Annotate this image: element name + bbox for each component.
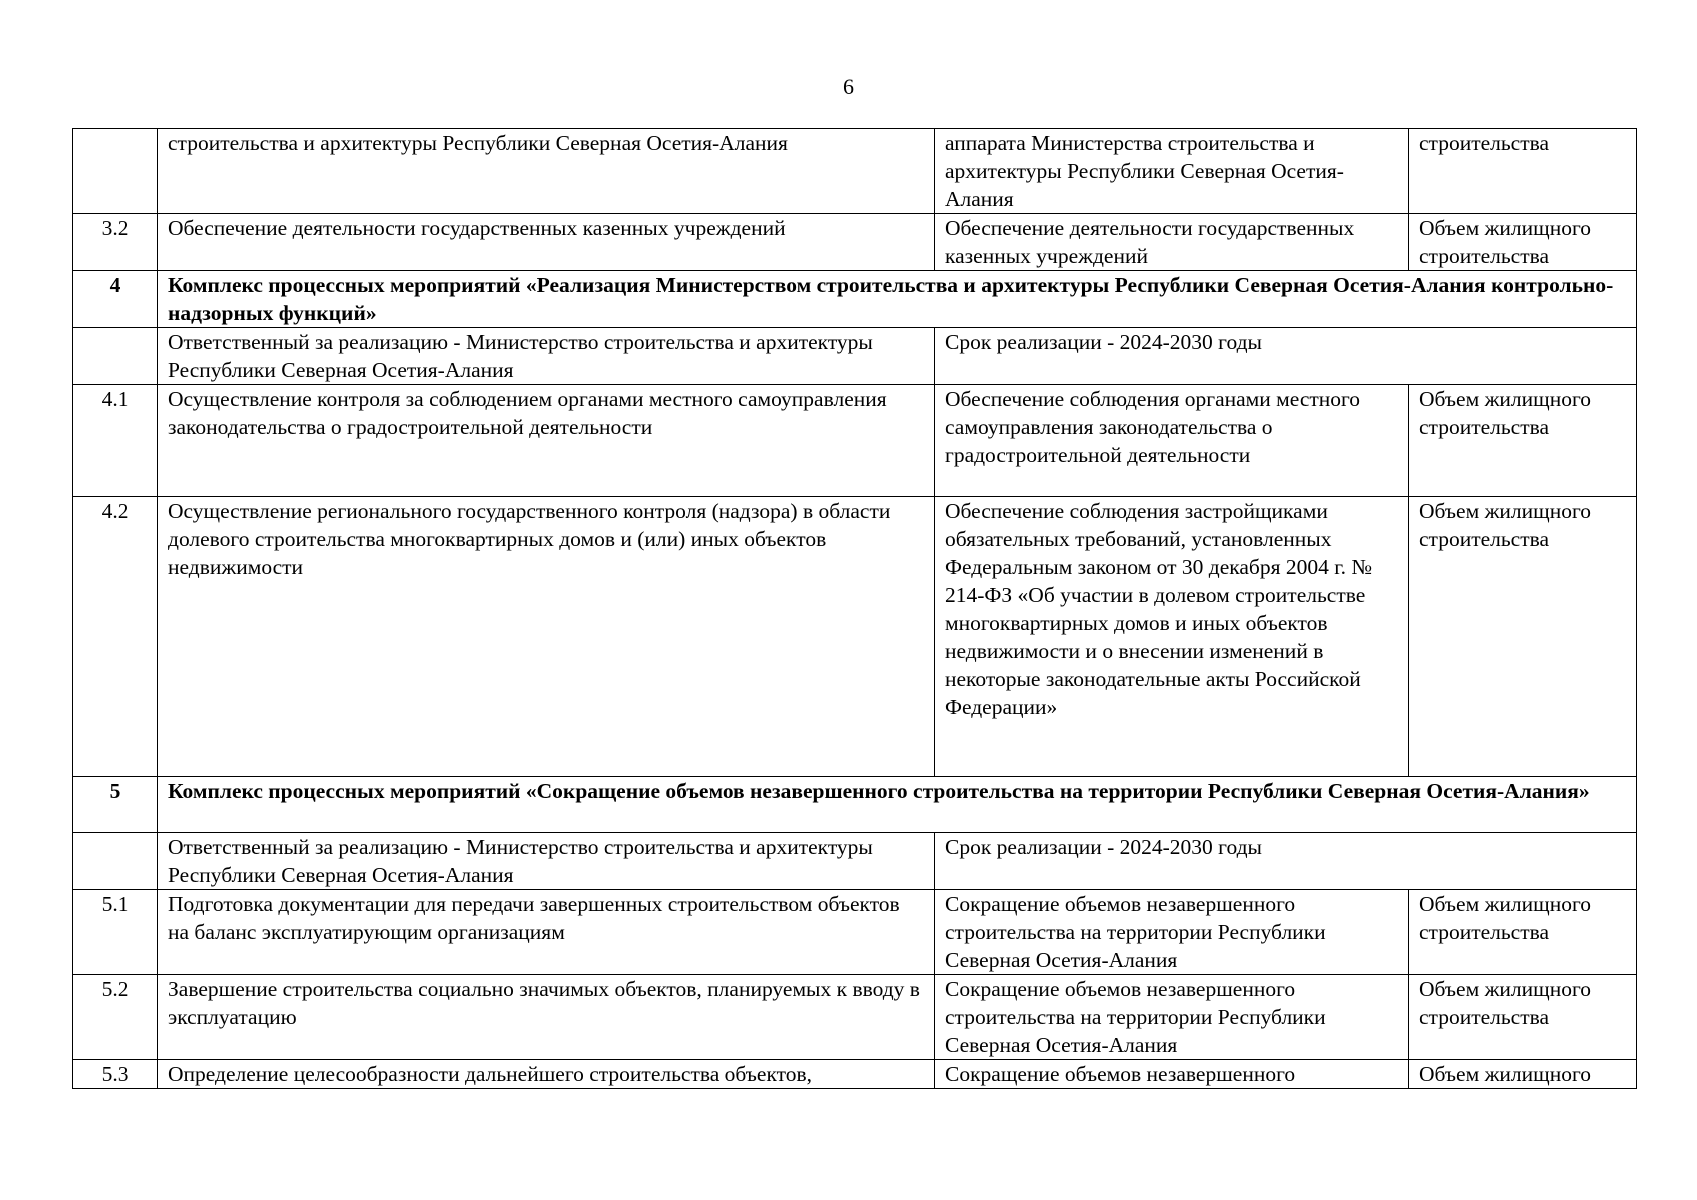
effect-cell: аппарата Министерства строительства и архитектуры Республики Северная Осетия-Алания — [935, 129, 1409, 214]
task-cell: Определение целесообразности дальнейшего строительства объектов, — [158, 1060, 935, 1089]
effect-cell: Сокращение объемов незавершенного строительства на территории Республики Северная Осетия-Алания — [935, 890, 1409, 975]
table-row — [73, 497, 1637, 777]
section-number: 4 — [73, 271, 158, 328]
effect-cell: Обеспечение деятельности государственных казенных учреждений — [935, 214, 1409, 271]
term-cell: Срок реализации - 2024-2030 годы — [935, 833, 1637, 890]
table-row — [73, 975, 1637, 1060]
indicator-cell: Объем жилищного строительства — [1409, 214, 1637, 271]
table-row — [73, 385, 1637, 497]
section-row — [73, 777, 1637, 833]
indicator-cell: строительства — [1409, 129, 1637, 214]
section-title: Комплекс процессных мероприятий «Сокращение объемов незавершенного строительства на территории Республики Северная Осетия-Алания» — [158, 777, 1637, 833]
measures-table — [72, 128, 1637, 1089]
row-number: 4.1 — [73, 385, 158, 497]
effect-cell: Сокращение объемов незавершенного — [935, 1060, 1409, 1089]
row-number: 5.2 — [73, 975, 158, 1060]
responsible-cell: Ответственный за реализацию - Министерство строительства и архитектуры Республики Северная Осетия-Алания — [158, 833, 935, 890]
effect-cell: Обеспечение соблюдения органами местного самоуправления законодательства о градостроительной деятельности — [935, 385, 1409, 497]
table-row — [73, 890, 1637, 975]
indicator-cell: Объем жилищного строительства — [1409, 385, 1637, 497]
responsible-cell: Ответственный за реализацию - Министерство строительства и архитектуры Республики Северная Осетия-Алания — [158, 328, 935, 385]
task-cell: Подготовка документации для передачи завершенных строительством объектов на баланс эксплуатирующим организациям — [158, 890, 935, 975]
term-cell: Срок реализации - 2024-2030 годы — [935, 328, 1637, 385]
task-cell: Осуществление контроля за соблюдением органами местного самоуправления законодательства о градостроительной деятельности — [158, 385, 935, 497]
row-number: 4.2 — [73, 497, 158, 777]
indicator-cell: Объем жилищного строительства — [1409, 497, 1637, 777]
task-cell: Обеспечение деятельности государственных казенных учреждений — [158, 214, 935, 271]
row-number — [73, 129, 158, 214]
indicator-cell: Объем жилищного строительства — [1409, 975, 1637, 1060]
task-cell: Осуществление регионального государственного контроля (надзора) в области долевого строительства многоквартирных домов и (или) иных объектов недвижимости — [158, 497, 935, 777]
indicator-cell: Объем жилищного — [1409, 1060, 1637, 1089]
effect-cell: Сокращение объемов незавершенного строительства на территории Республики Северная Осетия-Алания — [935, 975, 1409, 1060]
responsible-row — [73, 833, 1637, 890]
section-row — [73, 271, 1637, 328]
row-number: 5.3 — [73, 1060, 158, 1089]
task-cell: строительства и архитектуры Республики Северная Осетия-Алания — [158, 129, 935, 214]
responsible-row — [73, 328, 1637, 385]
table-row — [73, 129, 1637, 214]
row-number: 5.1 — [73, 890, 158, 975]
row-number — [73, 833, 158, 890]
page-number: 6 — [843, 74, 854, 99]
table-row — [73, 214, 1637, 271]
effect-cell: Обеспечение соблюдения застройщиками обязательных требований, установленных Федеральным законом от 30 декабря 2004 г. № 214-ФЗ «Об участии в долевом строительстве многоквартирных домов и иных объектов недвижимости и о внесении изменений в некоторые законодательные акты Российской Федерации» — [935, 497, 1409, 777]
row-number: 3.2 — [73, 214, 158, 271]
section-number: 5 — [73, 777, 158, 833]
section-title: Комплекс процессных мероприятий «Реализация Министерством строительства и архитектуры Республики Северная Осетия-Алания контрольно-надзорных функций» — [158, 271, 1637, 328]
table-row — [73, 1060, 1637, 1089]
indicator-cell: Объем жилищного строительства — [1409, 890, 1637, 975]
task-cell: Завершение строительства социально значимых объектов, планируемых к вводу в эксплуатацию — [158, 975, 935, 1060]
row-number — [73, 328, 158, 385]
